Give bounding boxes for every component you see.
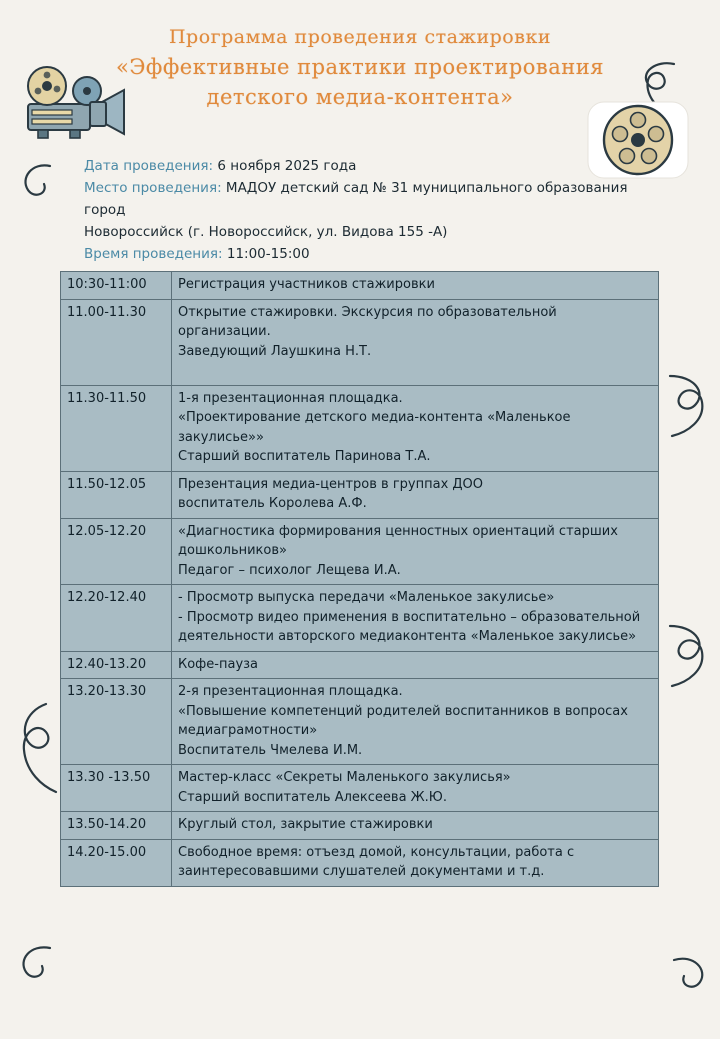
row-line: Регистрация участников стажировки	[178, 277, 435, 292]
row-line-spacer	[178, 361, 652, 381]
row-time: 12.05-12.20	[61, 518, 172, 585]
row-content	[172, 272, 659, 300]
row-line: «Проектирование детского медиа-контента «Маленькое	[178, 410, 571, 425]
title-line-1: Программа проведения стажировки	[168, 26, 551, 48]
page-title	[0, 22, 720, 112]
row-content	[172, 518, 659, 585]
row-line: 2-я презентационная площадка.	[178, 684, 403, 699]
table-row	[61, 299, 659, 385]
row-line: деятельности авторского медиаконтента «Маленькое закулисье»	[178, 629, 637, 644]
event-meta	[84, 155, 644, 265]
row-line: медиаграмотности»	[178, 723, 318, 738]
row-line: - Просмотр видео применения в воспитательно – образовательной	[178, 609, 641, 625]
row-line: Мастер-класс «Секреты Маленького закулисья»	[178, 770, 511, 785]
row-line: Заведующий Лаушкина Н.Т.	[178, 343, 372, 359]
table-row	[61, 385, 659, 471]
row-content	[172, 651, 659, 679]
row-line: «Повышение компетенций родителей воспитанников в вопросах	[178, 703, 628, 719]
decorative-squiggle-left-top	[16, 160, 60, 212]
row-time: 13.50-14.20	[61, 812, 172, 840]
row-line: Старший воспитатель Паринова Т.А.	[178, 449, 431, 464]
table-row	[61, 839, 659, 886]
meta-row-place-cont	[84, 221, 644, 243]
table-row	[61, 651, 659, 679]
row-content	[172, 385, 659, 471]
row-line: Кофе-пауза	[178, 656, 259, 672]
title-line-2: «Эффективные практики проектирования	[115, 55, 604, 79]
decorative-squiggle-bottom-right	[664, 950, 712, 1008]
meta-value-place-cont: Новороссийск (г. Новороссийск, ул. Видова 155 -А)	[84, 224, 448, 240]
meta-row-time	[84, 243, 644, 265]
row-line: воспитатель Королева А.Ф.	[178, 496, 367, 511]
row-line: Круглый стол, закрытие стажировки	[178, 817, 433, 832]
row-time: 12.40-13.20	[61, 651, 172, 679]
meta-value-place: МАДОУ детский сад № 31 муниципального образования город	[84, 180, 628, 218]
decorative-squiggle-right-mid	[660, 370, 716, 442]
row-time: 11.00-11.30	[61, 299, 172, 385]
table-row	[61, 679, 659, 765]
row-line: Открытие стажировки. Экскурсия по образовательной организации.	[178, 304, 557, 339]
row-line: закулисье»»	[178, 429, 264, 445]
decorative-squiggle-bottom-left	[14, 940, 60, 996]
row-line: 1-я презентационная площадка.	[178, 390, 403, 406]
row-time: 12.20-12.40	[61, 585, 172, 652]
meta-label-place: Место проведения:	[84, 180, 222, 196]
meta-row-date	[84, 155, 644, 177]
table-row	[61, 812, 659, 840]
row-line: Презентация медиа-центров в группах ДОО	[178, 476, 484, 492]
row-line: Свободное время: отъезд домой, консультации, работа с	[178, 844, 575, 860]
row-content	[172, 299, 659, 385]
title-line-3: детского медиа-контента»	[206, 85, 514, 109]
row-content	[172, 585, 659, 652]
row-time: 13.20-13.30	[61, 679, 172, 765]
decorative-squiggle-right-mid2	[660, 620, 716, 692]
row-content	[172, 679, 659, 765]
row-time: 14.20-15.00	[61, 839, 172, 886]
meta-value-date: 6 ноября 2025 года	[217, 158, 357, 174]
row-line: «Диагностика формирования ценностных ориентаций старших	[178, 523, 618, 539]
row-content	[172, 812, 659, 840]
row-line: - Просмотр выпуска передачи «Маленькое закулисье»	[178, 590, 555, 605]
row-line: Педагог – психолог Лещева И.А.	[178, 562, 401, 578]
meta-value-time: 11:00-15:00	[226, 246, 310, 262]
row-content	[172, 765, 659, 812]
table-row	[61, 765, 659, 812]
row-time: 11.30-11.50	[61, 385, 172, 471]
table-row	[61, 518, 659, 585]
row-line: заинтересовавшими слушателей документами и т.д.	[178, 864, 545, 879]
row-line: Воспитатель Чмелева И.М.	[178, 742, 363, 758]
row-line: дошкольников»	[178, 543, 287, 558]
row-line: Старший воспитатель Алексеева Ж.Ю.	[178, 789, 447, 805]
row-time: 11.50-12.05	[61, 471, 172, 518]
meta-label-date: Дата проведения:	[84, 158, 214, 174]
table-row	[61, 272, 659, 300]
row-time: 10:30-11:00	[61, 272, 172, 300]
meta-label-time: Время проведения:	[84, 246, 223, 262]
row-time: 13.30 -13.50	[61, 765, 172, 812]
schedule-table	[60, 271, 659, 887]
decorative-squiggle-left-mid	[12, 700, 66, 800]
meta-row-place	[84, 177, 644, 221]
table-row	[61, 585, 659, 652]
row-content	[172, 471, 659, 518]
row-content	[172, 839, 659, 886]
table-row	[61, 471, 659, 518]
